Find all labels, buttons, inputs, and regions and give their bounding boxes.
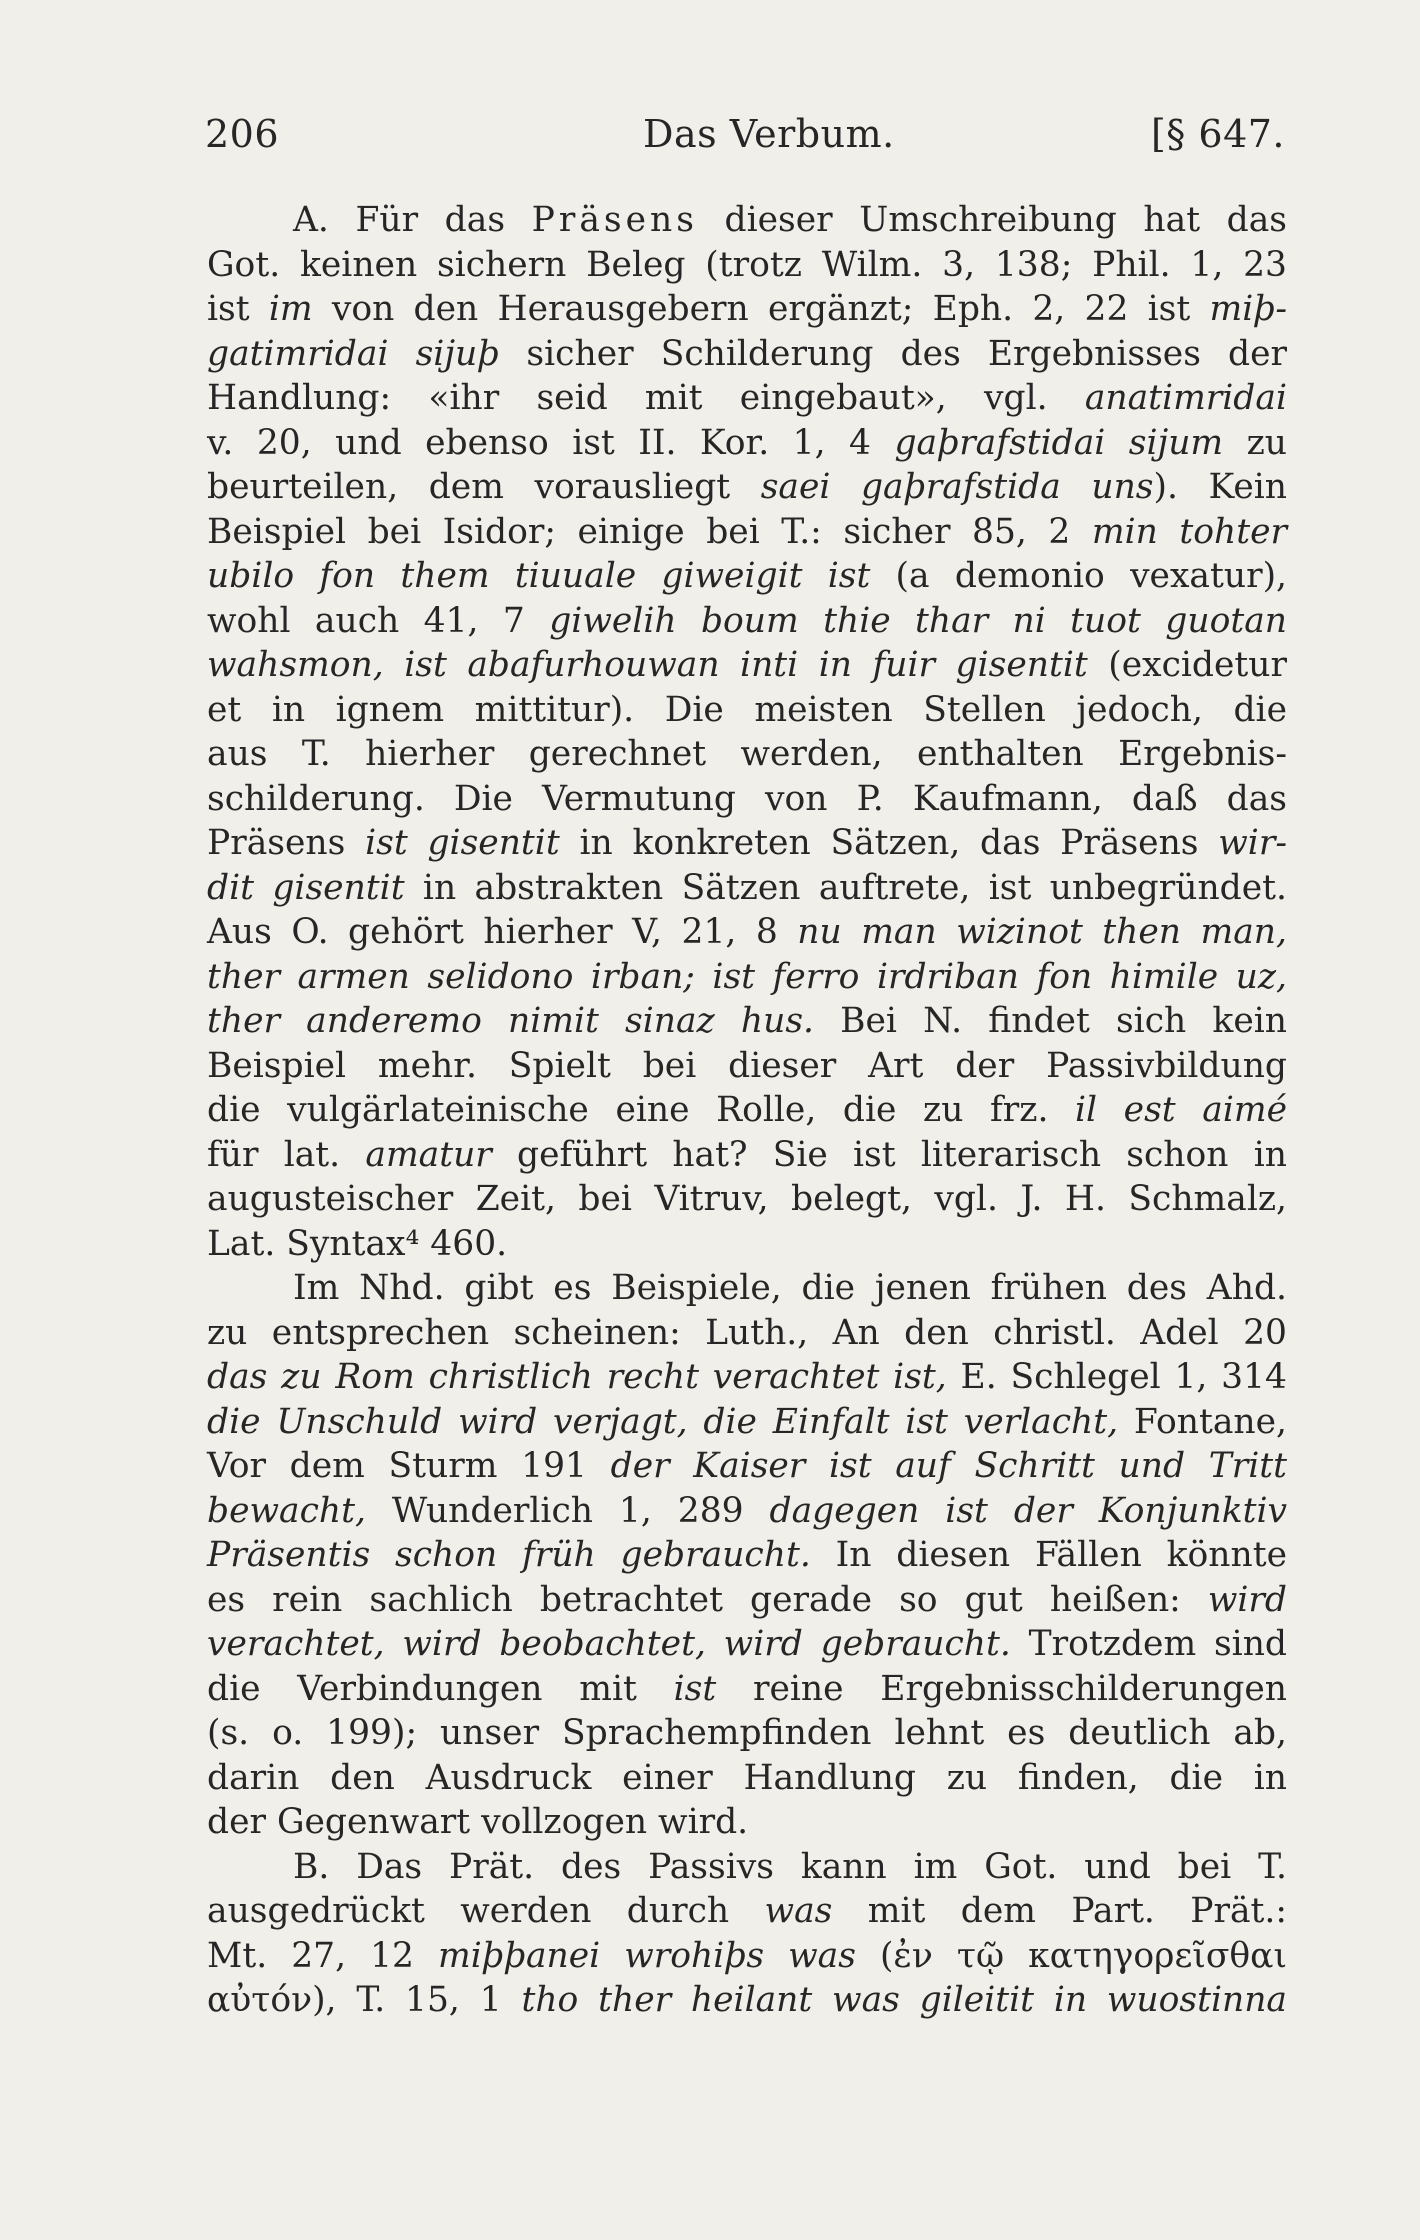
italic-quote: die Unschuld wird verjagt, die Einfalt ist verlacht, xyxy=(207,1401,1119,1442)
italic-quote: tho ther heilant was gileitit in wuostinna xyxy=(521,1980,1287,2020)
section-number: [§ 647. xyxy=(1150,112,1285,156)
text-run: et in ignem mittitur). Die meisten Stellen jedoch, die xyxy=(207,689,1287,730)
text-line xyxy=(207,1444,1287,1489)
text-line xyxy=(207,1266,1287,1311)
italic-quote: was xyxy=(764,1891,833,1931)
italic-quote: gaþrafstidai sijum xyxy=(894,422,1224,463)
text-line xyxy=(207,821,1287,866)
text-run: ist xyxy=(207,289,269,329)
text-line xyxy=(207,910,1287,955)
text-line xyxy=(207,421,1287,466)
text-line xyxy=(207,1622,1287,1667)
spaced-term: Präsens xyxy=(531,200,698,240)
text-run: Vor dem Sturm 191 xyxy=(207,1446,611,1486)
text-run: sicher Schilderung des Ergebnisses der xyxy=(499,333,1288,374)
text-line xyxy=(207,777,1287,822)
italic-quote: saei gaþrafstida uns xyxy=(760,467,1154,507)
italic-quote: ther anderemo nimit sinaz hus. xyxy=(207,1001,814,1041)
italic-quote: nu man wizinot then man, xyxy=(797,912,1287,952)
text-run: (excidetur xyxy=(1087,645,1288,685)
text-run: mit dem Part. Prät.: xyxy=(832,1891,1288,1931)
text-run: für lat. xyxy=(207,1134,366,1175)
text-run: In diesen Fällen könnte xyxy=(810,1535,1288,1575)
text-line xyxy=(207,1177,1287,1222)
text-run: B. Das Prät. des Passivs kann im Got. und bei T. xyxy=(293,1846,1287,1887)
text-run: Im Nhd. gibt es Beispiele, die jenen frühen des Ahd. xyxy=(293,1268,1287,1308)
italic-quote: wahsmon, ist abafurhouwan inti in fuir gisentit xyxy=(207,645,1088,685)
text-line xyxy=(207,732,1287,777)
text-line xyxy=(207,287,1287,332)
text-line xyxy=(207,332,1287,377)
page-header xyxy=(205,112,1285,162)
text-line xyxy=(207,1978,1287,2023)
text-run: darin den Ausdruck einer Handlung zu finden, die in xyxy=(207,1757,1287,1798)
page-number: 206 xyxy=(205,112,280,156)
text-line xyxy=(207,1044,1287,1089)
italic-quote: giwelih boum thie thar ni tuot guotan xyxy=(549,600,1287,641)
text-line xyxy=(207,1088,1287,1133)
italic-quote: min tohter xyxy=(1091,511,1288,552)
italic-quote: miþ- xyxy=(1209,289,1287,329)
text-line xyxy=(207,1667,1287,1712)
text-run: ). Kein xyxy=(1153,467,1287,507)
text-run: (ἐν τῷ κατηγορεῖσθαι xyxy=(855,1935,1288,1976)
text-run: Handlung: «ihr seid mit eingebaut», vgl. xyxy=(207,378,1085,418)
italic-quote: im xyxy=(268,289,313,329)
text-run: E. Schlegel 1, 314 xyxy=(946,1357,1287,1397)
italic-quote: ubilo fon them tiuuale giweigit ist xyxy=(207,556,871,596)
italic-quote: verachtet, wird beobachtet, wird gebraucht. xyxy=(207,1624,1011,1664)
text-line xyxy=(207,1711,1287,1756)
text-run: beurteilen, dem vorausliegt xyxy=(207,467,761,507)
text-line xyxy=(207,554,1287,599)
italic-quote: amatur xyxy=(365,1134,492,1175)
text-line xyxy=(207,1222,1287,1267)
italic-quote: dagegen ist der Konjunktiv xyxy=(769,1490,1287,1531)
italic-quote: dit gisentit xyxy=(207,867,405,908)
text-run: Bei N. findet sich kein xyxy=(814,1001,1287,1041)
text-line xyxy=(207,1311,1287,1356)
text-run: Trotzdem sind xyxy=(1010,1624,1287,1664)
italic-quote: ther armen selidono irban; ist ferro irdriban fon himile uz, xyxy=(207,956,1287,997)
italic-quote: anatimridai xyxy=(1084,378,1287,418)
text-run: Beispiel mehr. Spielt bei dieser Art der Passivbildung xyxy=(207,1045,1287,1086)
text-run: ausgedrückt werden durch xyxy=(207,1891,765,1931)
italic-quote: Präsentis schon früh gebraucht. xyxy=(207,1535,811,1575)
text-run: von den Herausgebern ergänzt; Eph. 2, 22 ist xyxy=(312,289,1210,329)
text-run: Mt. 27, 12 xyxy=(207,1935,439,1976)
text-run: in abstrakten Sätzen auftrete, ist unbegründet. xyxy=(404,867,1287,908)
text-run: wohl auch 41, 7 xyxy=(207,600,550,641)
text-line xyxy=(207,243,1287,288)
italic-quote: gatimridai sijuþ xyxy=(207,333,500,374)
text-run: Aus O. gehört hierher V, 21, 8 xyxy=(207,912,798,952)
text-run: A. Für das xyxy=(293,200,532,240)
text-line xyxy=(207,1355,1287,1400)
text-line xyxy=(207,1934,1287,1979)
text-run: (a demonio vexatur), xyxy=(870,556,1287,596)
italic-quote: wir- xyxy=(1218,823,1287,863)
text-line xyxy=(207,999,1287,1044)
body-text xyxy=(207,198,1287,2023)
text-line xyxy=(207,643,1287,688)
italic-quote: ist gisentit xyxy=(365,823,560,863)
text-line xyxy=(207,376,1287,421)
text-run: die vulgärlateinische eine Rolle, die zu frz. xyxy=(207,1090,1076,1130)
text-line xyxy=(207,510,1287,555)
text-line xyxy=(207,1133,1287,1178)
text-run: Beispiel bei Isidor; einige bei T.: sicher 85, 2 xyxy=(207,511,1092,552)
text-run: zu xyxy=(1223,422,1287,463)
text-run: geführt hat? Sie ist literarisch schon in xyxy=(491,1134,1287,1175)
italic-quote: il est aimé xyxy=(1075,1090,1287,1130)
text-run: die Verbindungen mit xyxy=(207,1668,674,1709)
text-run: Wunderlich 1, 289 xyxy=(365,1490,770,1531)
italic-quote: das zu Rom christlich recht verachtet ist, xyxy=(207,1357,947,1397)
text-run: augusteischer Zeit, bei Vitruv, belegt, vgl. J. H. Schmalz, xyxy=(207,1179,1287,1219)
running-title: Das Verbum. xyxy=(643,112,895,156)
text-run: αὐτόν), T. 15, 1 xyxy=(207,1980,522,2020)
text-line xyxy=(207,1400,1287,1445)
text-line xyxy=(207,866,1287,911)
text-run: Got. keinen sichern Beleg (trotz Wilm. 3, 138; Phil. 1, 23 xyxy=(207,244,1287,285)
text-line xyxy=(207,1845,1287,1890)
text-line xyxy=(207,1889,1287,1934)
text-line xyxy=(207,198,1287,243)
italic-quote: wird xyxy=(1207,1579,1287,1620)
text-line xyxy=(207,955,1287,1000)
text-run: reine Ergebnisschilderungen xyxy=(716,1668,1287,1709)
italic-quote: ist xyxy=(673,1668,717,1709)
italic-quote: der Kaiser ist auf Schritt und Tritt xyxy=(610,1446,1287,1486)
text-line xyxy=(207,1489,1287,1534)
text-line xyxy=(207,1533,1287,1578)
text-run: v. 20, und ebenso ist II. Kor. 1, 4 xyxy=(207,422,895,463)
text-run: Präsens xyxy=(207,823,366,863)
text-line xyxy=(207,688,1287,733)
text-run: Lat. Syntax⁴ 460. xyxy=(207,1223,508,1264)
italic-quote: miþþanei wrohiþs was xyxy=(438,1935,856,1976)
italic-quote: bewacht, xyxy=(207,1490,366,1531)
text-run: es rein sachlich betrachtet gerade so gut heißen: xyxy=(207,1579,1208,1620)
text-line xyxy=(207,465,1287,510)
text-run: dieser Umschreibung hat das xyxy=(697,200,1287,240)
text-run: schilderung. Die Vermutung von P. Kaufmann, daß das xyxy=(207,778,1287,819)
text-run: (s. o. 199); unser Sprachempfinden lehnt es deutlich ab, xyxy=(207,1713,1287,1753)
text-run: Fontane, xyxy=(1118,1401,1287,1442)
text-run: aus T. hierher gerechnet werden, enthalten Ergebnis- xyxy=(207,734,1287,774)
text-line xyxy=(207,599,1287,644)
text-line xyxy=(207,1578,1287,1623)
text-run: der Gegenwart vollzogen wird. xyxy=(207,1802,749,1842)
text-run: zu entsprechen scheinen: Luth., An den christl. Adel 20 xyxy=(207,1312,1287,1353)
text-line xyxy=(207,1800,1287,1845)
text-line xyxy=(207,1756,1287,1801)
text-run: in konkreten Sätzen, das Präsens xyxy=(559,823,1219,863)
